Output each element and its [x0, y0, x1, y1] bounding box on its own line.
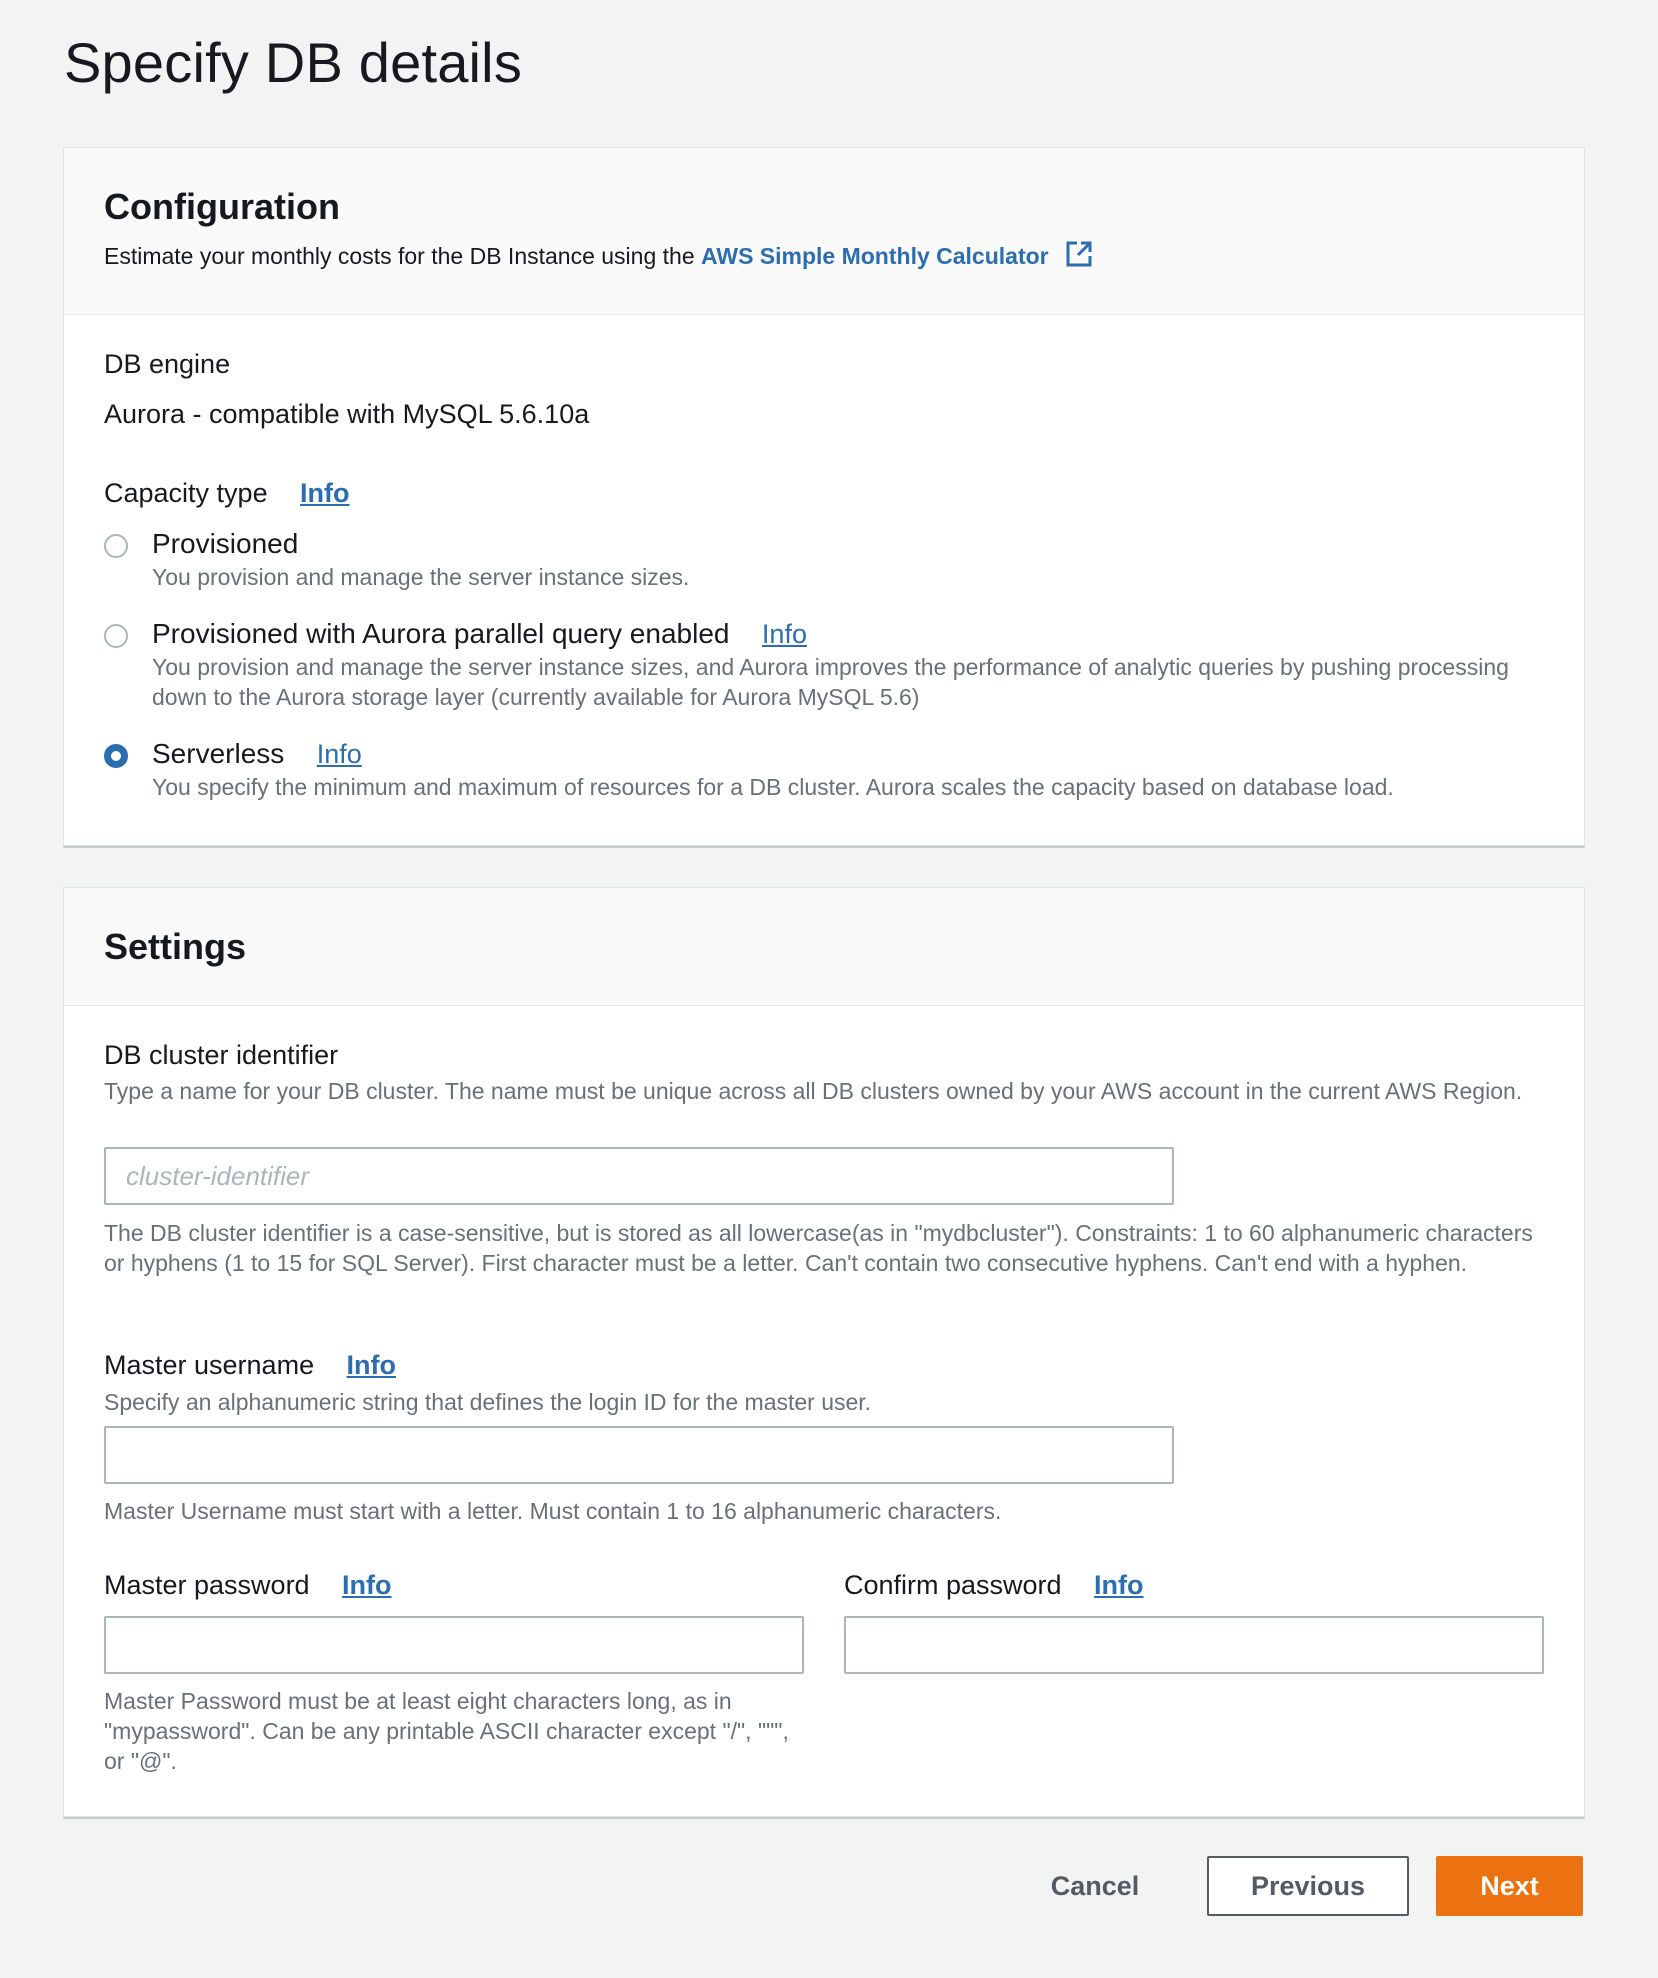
radio-desc-serverless: You specify the minimum and maximum of resources for a DB cluster. Aurora scales the capacity based on database load.: [152, 774, 1394, 800]
external-link-icon[interactable]: [1065, 240, 1093, 274]
cancel-button[interactable]: Cancel: [1020, 1856, 1170, 1916]
page-title: Specify DB details: [64, 31, 523, 94]
master-password-info-link[interactable]: Info: [342, 1570, 392, 1600]
configuration-heading: Configuration: [104, 186, 340, 227]
configuration-panel: [63, 147, 1585, 846]
master-password-input[interactable]: [104, 1616, 804, 1674]
radio-desc-parallel-query: You provision and manage the server instance sizes, and Aurora improves the performance of analytic queries by pushing processing down to the Aurora storage layer (currently available for Aurora MySQL 5.6): [152, 654, 1509, 710]
settings-panel: [63, 887, 1585, 1817]
capacity-type-info-link[interactable]: Info: [300, 478, 350, 508]
radio-label-row-parallel-query: [152, 618, 1544, 650]
master-password-field: [104, 1570, 392, 1601]
calculator-description-text: Estimate your monthly costs for the DB Instance using the: [104, 243, 695, 269]
db-engine-label: DB engine: [104, 349, 231, 379]
radio-option-serverless[interactable]: [104, 738, 1544, 802]
radio-option-parallel-query[interactable]: [104, 618, 1544, 712]
master-username-input[interactable]: [104, 1426, 1174, 1484]
cluster-identifier-label: DB cluster identifier: [104, 1040, 339, 1070]
cluster-identifier-constraint: The DB cluster identifier is a case-sensitive, but is stored as all lowercase(as in "mydbcluster"). Constraints: 1 to 60 alphanumeric characters or hyphens (1 to 15 for SQL Server). First character must be a letter. Can't contain two consecutive hyphens. Can't end with a hyphen.: [104, 1220, 1533, 1276]
settings-heading: Settings: [104, 926, 247, 967]
cluster-identifier-description: Type a name for your DB cluster. The name must be unique across all DB clusters owned by your AWS account in the current AWS Region.: [104, 1078, 1523, 1104]
radio-unselected[interactable]: [104, 534, 128, 558]
radio-label-provisioned[interactable]: Provisioned: [152, 528, 299, 559]
confirm-password-info-link[interactable]: Info: [1094, 1570, 1144, 1600]
serverless-info-link[interactable]: Info: [316, 739, 362, 769]
master-password-constraint: Master Password must be at least eight characters long, as in "mypassword". Can be any printable ASCII character except "/", """, or "@".: [104, 1688, 789, 1774]
confirm-password-input[interactable]: [844, 1616, 1544, 1674]
parallel-query-info-link[interactable]: Info: [761, 619, 807, 649]
capacity-type-field: [104, 478, 350, 509]
previous-button[interactable]: Previous: [1207, 1856, 1409, 1916]
db-engine-value: Aurora - compatible with MySQL 5.6.10a: [104, 399, 590, 429]
radio-option-provisioned[interactable]: [104, 528, 1544, 592]
radio-desc-provisioned: You provision and manage the server instance sizes.: [152, 564, 690, 590]
configuration-header: [64, 148, 1584, 315]
master-username-constraint: Master Username must start with a letter. Must contain 1 to 16 alphanumeric characters.: [104, 1498, 1002, 1524]
radio-label-parallel-query[interactable]: Provisioned with Aurora parallel query enabled: [152, 618, 730, 649]
confirm-password-field: [844, 1570, 1144, 1601]
calculator-link[interactable]: AWS Simple Monthly Calculator: [701, 243, 1049, 269]
settings-header: [64, 888, 1584, 1006]
radio-unselected[interactable]: [104, 624, 128, 648]
radio-label-serverless[interactable]: Serverless: [152, 738, 285, 769]
master-password-label: Master password: [104, 1570, 310, 1600]
next-button[interactable]: Next: [1436, 1856, 1583, 1916]
master-username-label: Master username: [104, 1350, 315, 1380]
confirm-password-label: Confirm password: [844, 1570, 1062, 1600]
radio-selected[interactable]: [104, 744, 128, 768]
master-username-description: Specify an alphanumeric string that defines the login ID for the master user.: [104, 1389, 872, 1415]
configuration-description: [104, 240, 1544, 274]
master-username-info-link[interactable]: Info: [346, 1350, 397, 1380]
cluster-identifier-input[interactable]: [104, 1147, 1174, 1205]
master-username-field: [104, 1350, 396, 1381]
capacity-type-label: Capacity type: [104, 478, 268, 508]
radio-label-row-serverless: [152, 738, 1544, 770]
